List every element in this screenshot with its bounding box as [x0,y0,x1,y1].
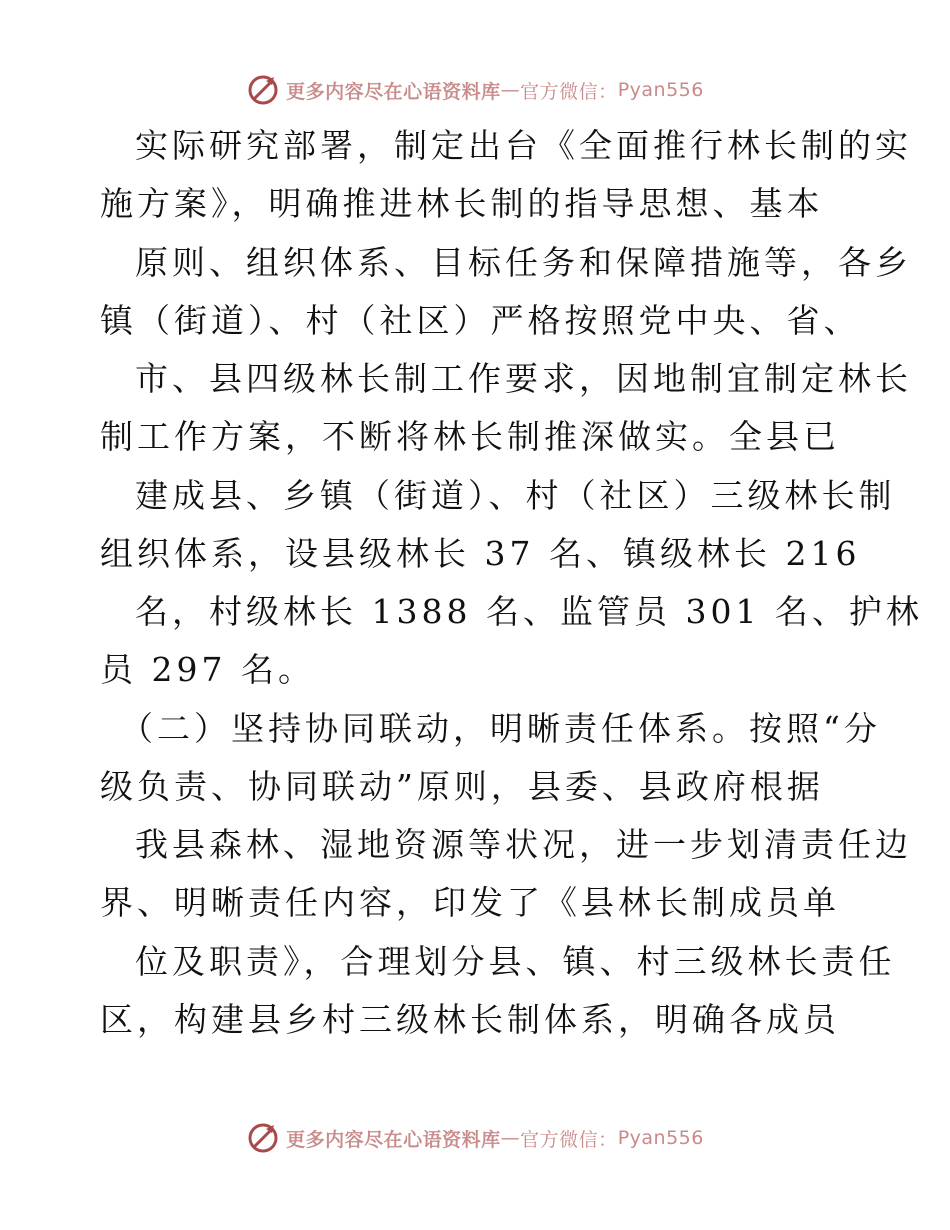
text-line: 组织体系，设县级林长 37 名、镇级林长 216 [100,534,861,573]
text-line: 我县森林、湿地资源等状况，进一步划清责任边 [135,825,912,864]
watermark-main-text: 更多内容尽在心语资料库 [286,80,501,103]
text-line: 员 297 名。 [100,650,315,689]
watermark-sub-text: 官方微信： [520,80,618,103]
watermark-main-text: 更多内容尽在心语资料库 [286,1128,501,1151]
text-line: 施方案》，明确推进林长制的指导思想、基本 [100,184,824,223]
watermark-dash: — [500,79,521,101]
text-line: 界、明晰责任内容，印发了《县林长制成员单 [100,883,840,922]
text-line: 实际研究部署，制定出台《全面推行林长制的实 [135,126,912,165]
text-line: 位及职责》，合理划分县、镇、村三级林长责任 [135,942,896,981]
header-watermark [0,70,950,110]
text-line: 制工作方案，不断将林长制推深做实。全县已 [100,417,840,456]
watermark-dash: — [500,1127,521,1149]
text-line: 建成县、乡镇（街道）、村（社区）三级林长制 [135,476,896,515]
footer-watermark [0,1118,950,1158]
text-line: 市、县四级林长制工作要求，因地制宜制定林长 [135,359,912,398]
text-line: 名，村级林长 1388 名、监管员 301 名、护林 [135,592,923,631]
text-line: 区，构建县乡村三级林长制体系，明确各成员 [100,1000,840,1039]
watermark-sub-text: 官方微信： [520,1128,618,1151]
text-line: 镇（街道）、村（社区）严格按照党中央、省、 [100,301,861,340]
logo-icon [246,73,280,107]
text-line: （二）坚持协同联动，明晰责任体系。按照“分 [120,709,881,748]
text-line: 原则、组织体系、目标任务和保障措施等，各乡 [135,243,912,282]
watermark-id-text: Pyan556 [617,1127,704,1149]
logo-icon [246,1121,280,1155]
watermark-id-text: Pyan556 [617,79,704,101]
text-line: 级负责、协同联动”原则，县委、县政府根据 [100,767,824,806]
